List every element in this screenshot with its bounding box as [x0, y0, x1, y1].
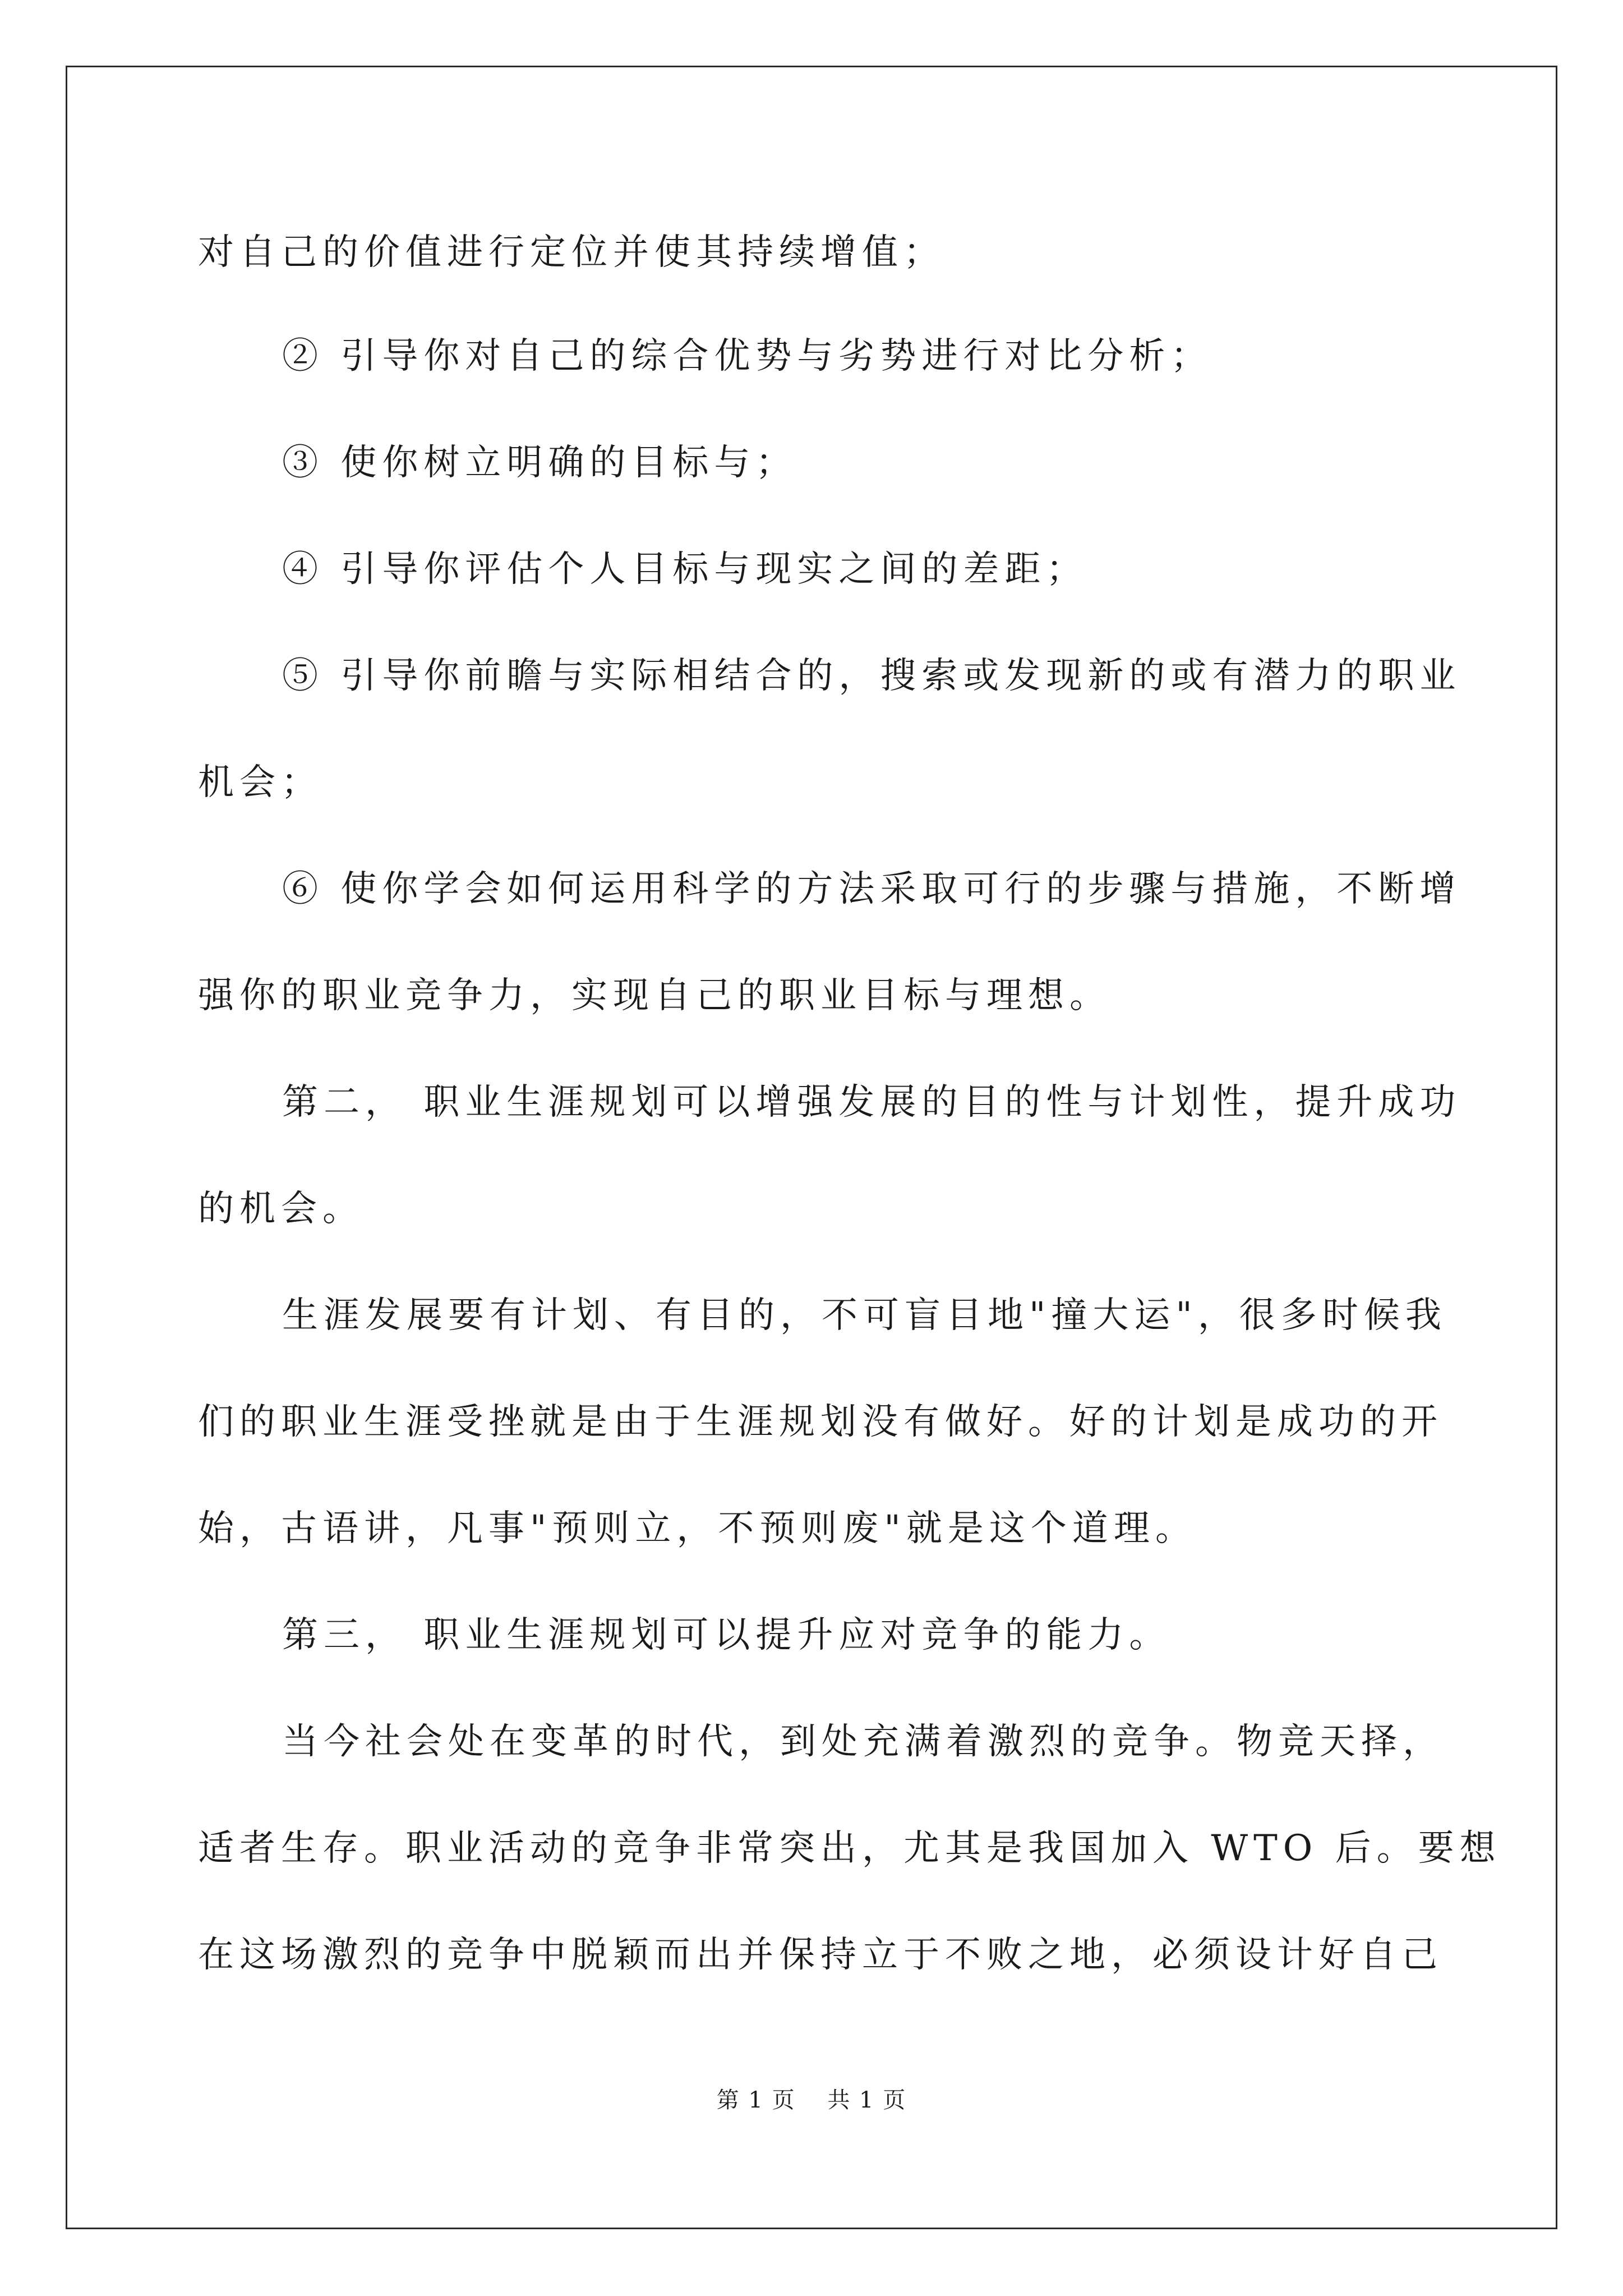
text-line: 始，古语讲，凡事"预则立，不预则废"就是这个道理。 — [198, 1508, 1197, 1549]
text-line: 在这场激烈的竞争中脱颖而出并保持立于不败之地，必须设计好自己 — [198, 1934, 1443, 1976]
page-border — [66, 66, 1557, 2229]
text-line: 机会； — [198, 762, 322, 803]
text-line: ⑤ 引导你前瞻与实际相结合的，搜索或发现新的或有潜力的职业 — [282, 655, 1461, 697]
text-line: ② 引导你对自己的综合优势与劣势进行对比分析； — [282, 335, 1212, 377]
text-line: 们的职业生涯受挫就是由于生涯规划没有做好。好的计划是成功的开 — [198, 1401, 1443, 1443]
text-line: ④ 引导你评估个人目标与现实之间的差距； — [282, 549, 1088, 590]
text-line: 生涯发展要有计划、有目的，不可盲目地"撞大运"，很多时候我 — [282, 1295, 1447, 1336]
text-line: 当今社会处在变革的时代，到处充满着激烈的竞争。物竞天择， — [282, 1721, 1444, 1763]
text-line: 第三， 职业生涯规划可以提升应对竞争的能力。 — [282, 1614, 1171, 1656]
page-footer: 第 1 页 共 1 页 — [716, 2087, 907, 2113]
text-line: 强你的职业竞争力，实现自己的职业目标与理想。 — [198, 975, 1111, 1016]
text-line: 对自己的价值进行定位并使其持续增值； — [198, 232, 945, 273]
text-line: 第二， 职业生涯规划可以增强发展的目的性与计划性，提升成功 — [282, 1082, 1461, 1123]
text-line: ③ 使你树立明确的目标与； — [282, 442, 797, 484]
text-line: ⑥ 使你学会如何运用科学的方法采取可行的步骤与措施，不断增 — [282, 868, 1461, 910]
text-line: 的机会。 — [198, 1188, 364, 1230]
text-line: 适者生存。职业活动的竞争非常突出，尤其是我国加入 WTO 后。要想 — [198, 1828, 1501, 1869]
